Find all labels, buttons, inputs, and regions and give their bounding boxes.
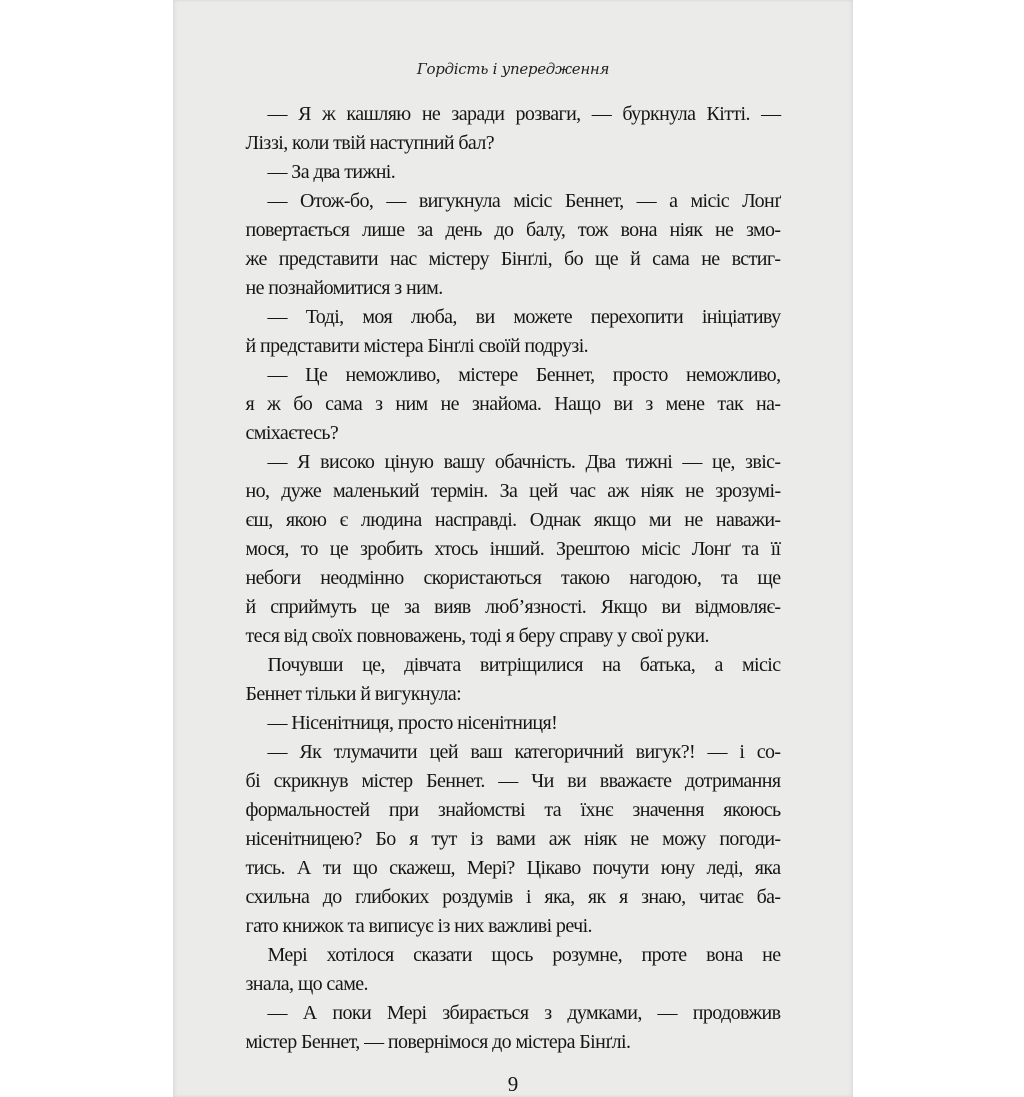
text-line: — А поки Мері збирається з думками, — продовжив [267, 1002, 781, 1024]
paragraph [246, 158, 781, 187]
text-line: же представити нас містеру Бінґлі, бо ще й сама не встиг- [245, 248, 781, 270]
text-line: повертається лише за день до балу, тож вона ніяк не змо- [245, 219, 781, 241]
text-line: схильна до глибоких роздумів і яка, як я знаю, читає ба- [245, 886, 781, 908]
text-line: Ліззі, коли твій наступний бал? [245, 132, 495, 154]
paragraph [246, 187, 781, 303]
text-line: — Отож-бо, — вигукнула місіс Беннет, — а місіс Лонґ [267, 190, 781, 212]
text-line: — Нісенітниця, просто нісенітниця! [267, 712, 558, 734]
paragraph [246, 303, 781, 361]
paragraph [246, 361, 781, 448]
text-line: — Я ж кашляю не заради розваги, — буркнула Кітті. — [267, 103, 781, 125]
text-line: — Це неможливо, містере Беннет, просто неможливо, [267, 364, 781, 386]
text-line: єш, якою є людина насправді. Однак якщо ми не наважи- [245, 509, 781, 531]
paragraph [246, 999, 781, 1057]
text-line: — Як тлумачити цей ваш категоричний вигук?! — і со- [267, 741, 781, 763]
paragraph [246, 941, 781, 999]
text-line: Беннет тільки й вигукнула: [245, 683, 462, 705]
text-line: знала, що саме. [245, 973, 368, 995]
text-line: нісенітницею? Бо я тут із вами аж ніяк не можу погоди- [245, 828, 781, 850]
text-line: бі скрикнув містер Беннет. — Чи ви вважаєте дотримання [245, 770, 781, 792]
text-line: — Я високо ціную вашу обачність. Два тижні — це, звіс- [267, 451, 781, 473]
text-line: й сприймуть це за вияв люб’язності. Якщо ви відмовляє- [245, 596, 781, 618]
text-line: формальностей при знайомстві та їхнє значення якоюсь [245, 799, 781, 821]
text-line: гато книжок та виписує із них важливі речі. [245, 915, 592, 937]
running-title: Гордість і упередження [416, 60, 610, 78]
text-line: тись. А ти що скажеш, Мері? Цікаво почути юну леді, яка [245, 857, 781, 879]
book-page [173, 0, 853, 1097]
text-line: Мері хотілося сказати щось розумне, проте вона не [267, 944, 781, 966]
text-line: Почувши це, дівчата витріщилися на батька, а місіс [267, 654, 781, 676]
text-line: містер Беннет, — повернімося до містера Бінґлі. [245, 1031, 631, 1053]
text-line: но, дуже маленький термін. За цей час аж ніяк не зрозумі- [245, 480, 781, 502]
page-number: 9 [507, 1072, 519, 1096]
text-line: — За два тижні. [267, 161, 396, 183]
page-body-text [246, 100, 781, 1057]
text-line: теся від своїх повноважень, тоді я беру справу у свої руки. [245, 625, 709, 647]
paragraph [246, 709, 781, 738]
text-line: мося, то це зробить хтось інший. Зрештою місіс Лонґ та її [245, 538, 781, 560]
text-line: й представити містера Бінґлі своїй подрузі. [245, 335, 589, 357]
paragraph [246, 651, 781, 709]
paragraph [246, 738, 781, 941]
paragraph [246, 100, 781, 158]
text-line: я ж бо сама з ним не знайома. Нащо ви з мене так на- [245, 393, 781, 415]
text-line: небоги неодмінно скористаються такою нагодою, та ще [245, 567, 781, 589]
text-line: сміхаєтесь? [245, 422, 339, 444]
text-line: — Тоді, моя люба, ви можете перехопити ініціативу [267, 306, 781, 328]
text-line: не познайомитися з ним. [245, 277, 443, 299]
paragraph [246, 448, 781, 651]
